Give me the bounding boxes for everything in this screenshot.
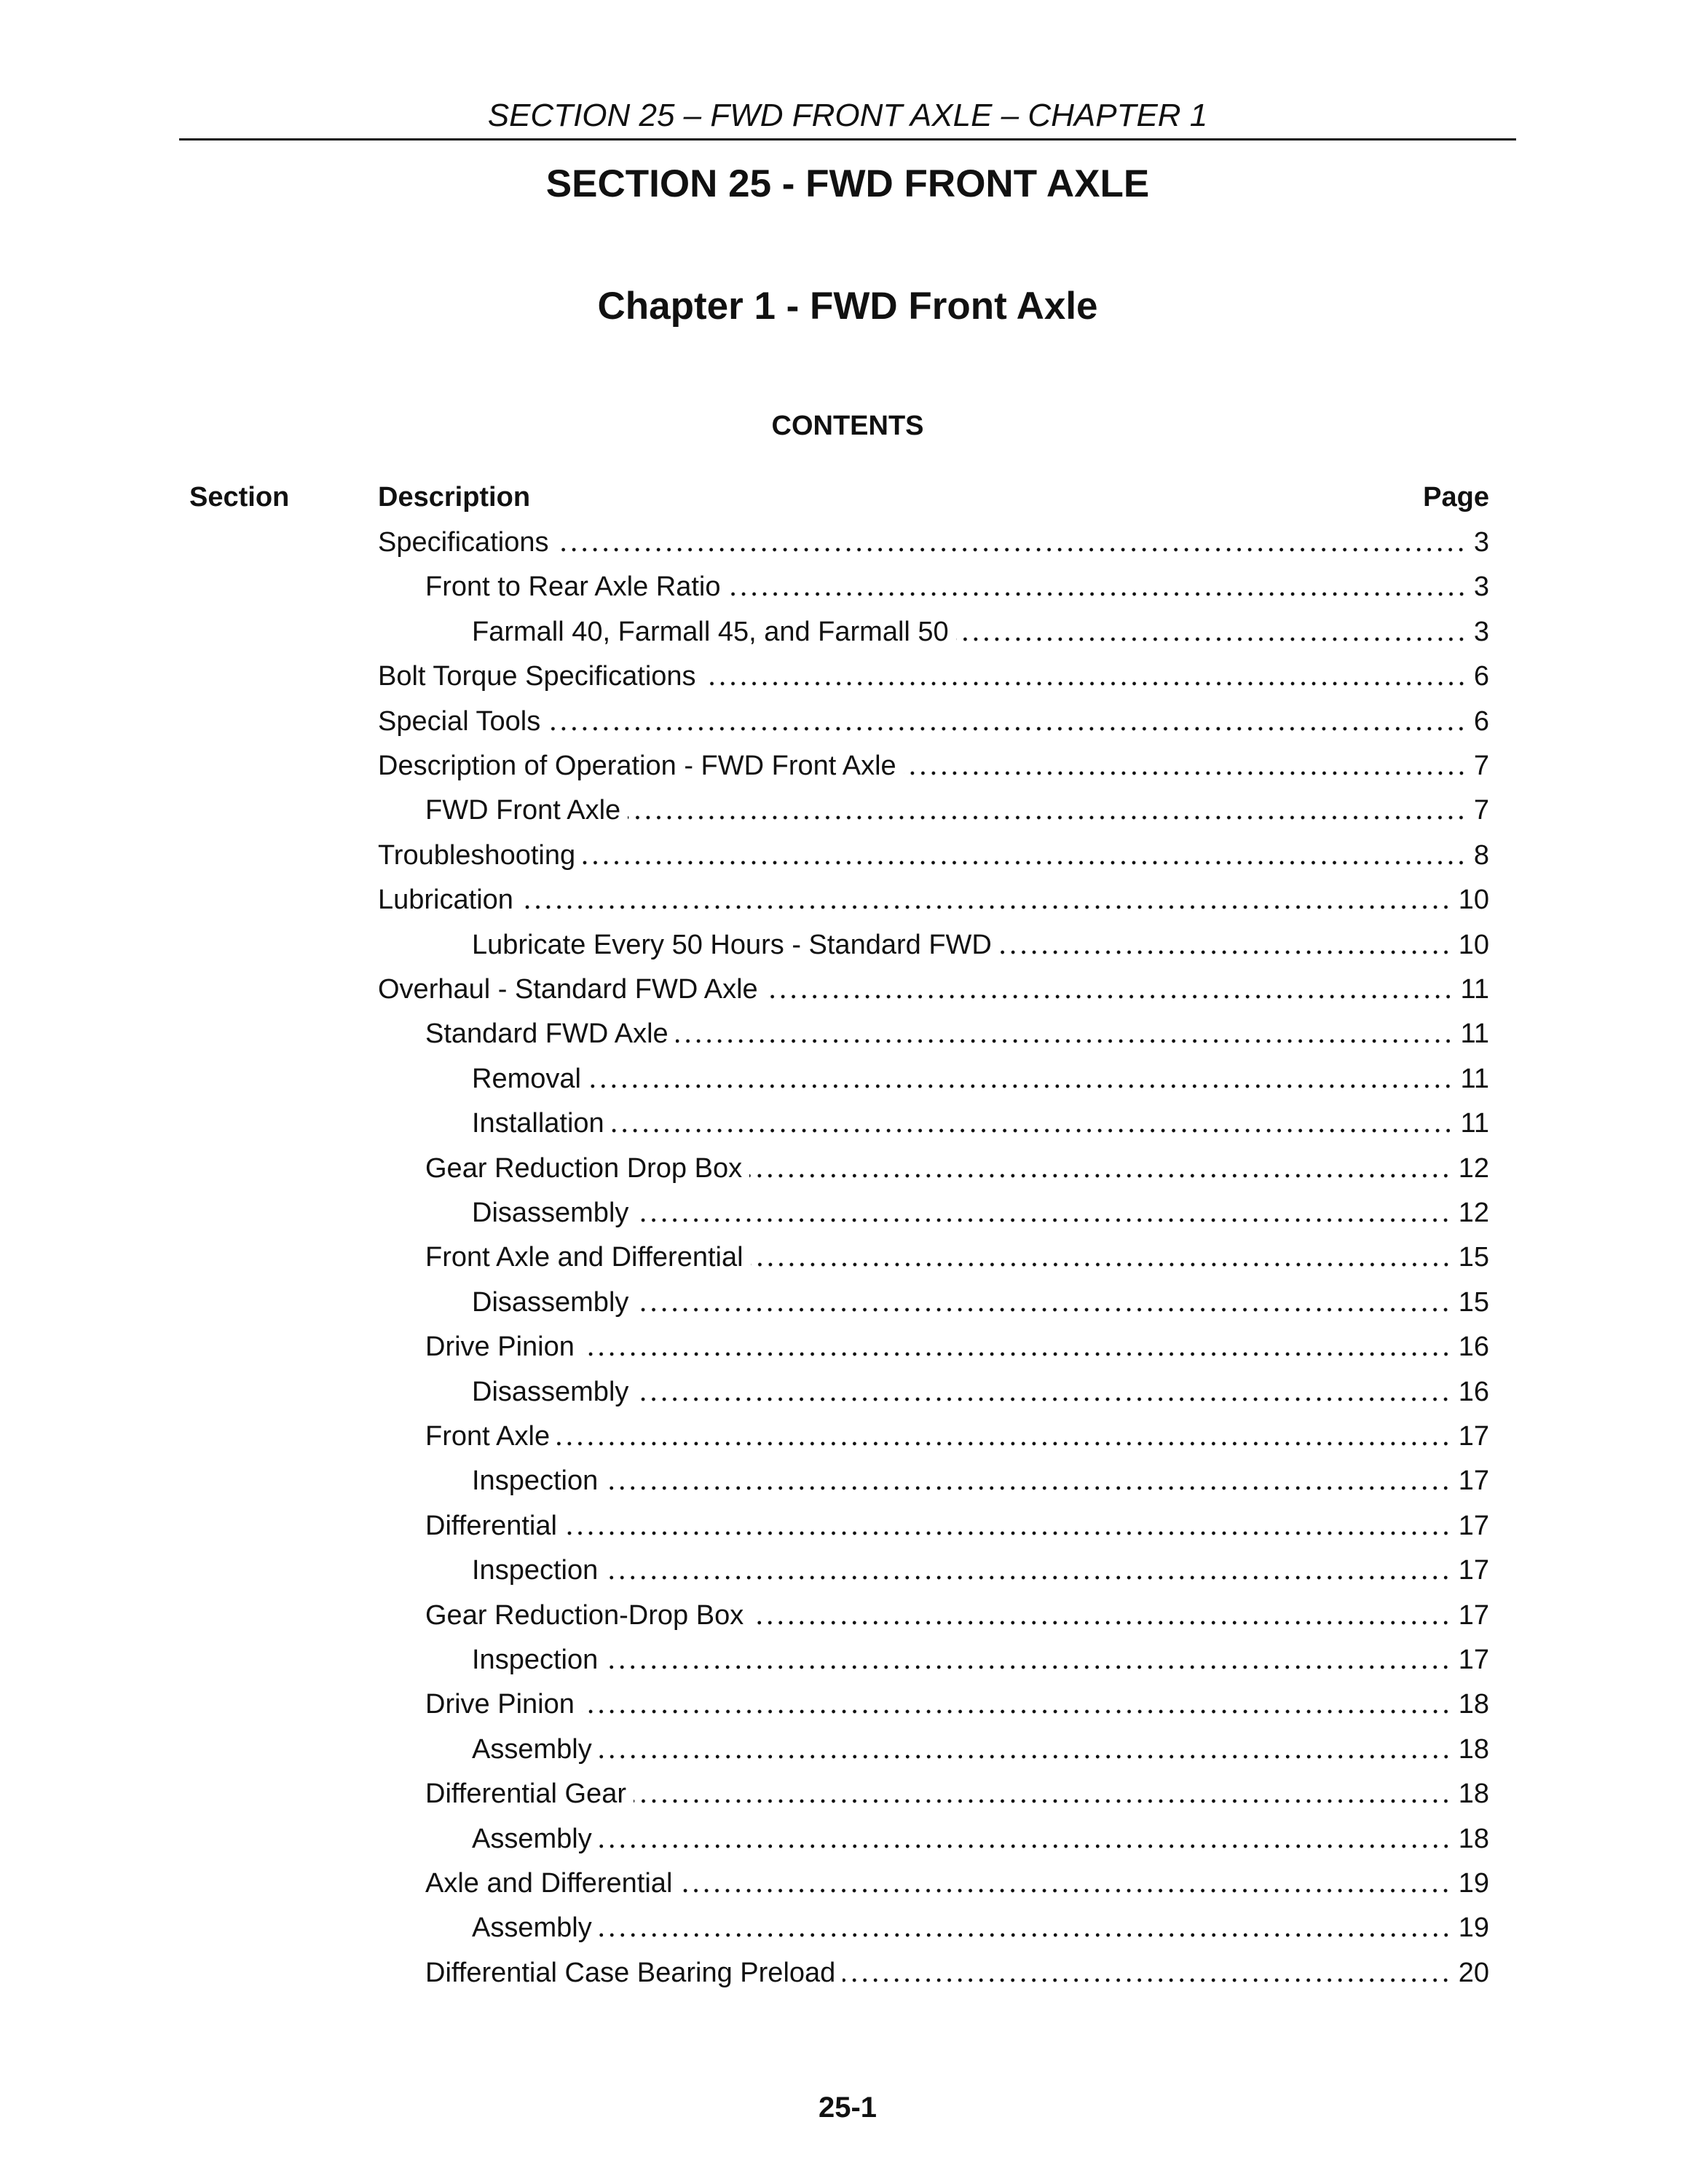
toc-entry[interactable] [425, 1682, 1489, 1727]
description-column-header: Description [378, 482, 531, 513]
toc-entry[interactable] [425, 1861, 1489, 1906]
toc-entry[interactable] [472, 1638, 1489, 1682]
toc-entry-page: 17 [1458, 1465, 1489, 1496]
toc-entry-page: 7 [1473, 795, 1489, 826]
dot-leader [605, 1485, 1451, 1491]
toc-entry-title: Specifications [378, 527, 549, 558]
toc-entry[interactable] [472, 1191, 1489, 1235]
dot-leader [634, 1798, 1451, 1804]
dot-leader [843, 1977, 1451, 1983]
dot-leader [636, 1396, 1451, 1402]
dot-leader [588, 1083, 1454, 1089]
toc-entry-title: Lubrication [378, 885, 513, 915]
dot-leader [703, 681, 1467, 687]
dot-leader [679, 1888, 1451, 1894]
toc-entry[interactable] [425, 788, 1489, 833]
dot-leader [556, 547, 1466, 553]
dot-leader [676, 1038, 1454, 1044]
toc-entry-page: 19 [1458, 1868, 1489, 1899]
toc-entry-title: Standard FWD Axle [425, 1018, 669, 1049]
toc-entry-title: Assembly [472, 1912, 592, 1943]
toc-entry-title: Special Tools [378, 706, 541, 737]
dot-leader [628, 815, 1467, 820]
toc-entry-title: Disassembly [472, 1198, 629, 1228]
toc-entry-page: 11 [1460, 1018, 1489, 1049]
toc-entry-title: Differential Gear [425, 1779, 626, 1809]
toc-entry-title: Differential Case Bearing Preload [425, 1958, 836, 1988]
toc-entry-title: Installation [472, 1108, 604, 1139]
toc-entry-page: 6 [1473, 661, 1489, 692]
toc-entry[interactable] [425, 1235, 1489, 1280]
toc-entry[interactable] [472, 1459, 1489, 1503]
toc-entry-page: 20 [1458, 1958, 1489, 1988]
toc-entry[interactable] [425, 565, 1489, 609]
toc-entry-page: 15 [1458, 1242, 1489, 1273]
toc-entry-title: Farmall 40, Farmall 45, and Farmall 50 [472, 617, 949, 647]
toc-entry-page: 3 [1473, 617, 1489, 647]
dot-leader [999, 949, 1451, 955]
toc-entry[interactable] [425, 1012, 1489, 1056]
toc-entry-page: 10 [1458, 885, 1489, 915]
toc-entry[interactable] [425, 1951, 1489, 1995]
toc-entry[interactable] [472, 1370, 1489, 1415]
toc-entry-title: Drive Pinion [425, 1332, 575, 1362]
toc-entry[interactable] [425, 1325, 1489, 1369]
section-title: SECTION 25 - FWD FRONT AXLE [545, 162, 1150, 205]
dot-leader [521, 904, 1451, 910]
toc-entry-title: Inspection [472, 1465, 599, 1496]
toc-entry-page: 17 [1458, 1555, 1489, 1586]
dot-leader [636, 1307, 1451, 1313]
dot-leader [605, 1575, 1451, 1580]
dot-leader [751, 1620, 1451, 1626]
toc-entry-page: 18 [1458, 1779, 1489, 1809]
toc-entry-page: 3 [1473, 571, 1489, 602]
toc-entry[interactable] [472, 1906, 1489, 1950]
toc-entry-title: Disassembly [472, 1287, 629, 1318]
toc-entry-page: 17 [1458, 1511, 1489, 1541]
dot-leader [599, 1843, 1451, 1849]
toc-entry-page: 16 [1458, 1332, 1489, 1362]
section-column-header: Section [189, 482, 290, 513]
toc-entry[interactable] [472, 1548, 1489, 1593]
dot-leader [548, 726, 1467, 732]
dot-leader [765, 994, 1454, 1000]
toc-entry[interactable] [472, 610, 1489, 654]
toc-entry-page: 18 [1458, 1734, 1489, 1765]
toc-entry[interactable] [425, 1594, 1489, 1638]
toc-entry-title: Front Axle [425, 1421, 551, 1452]
toc-entry[interactable] [425, 1504, 1489, 1548]
dot-leader [728, 591, 1467, 597]
toc-entry[interactable] [425, 1147, 1489, 1191]
dot-leader [582, 1351, 1451, 1357]
dot-leader [612, 1128, 1454, 1133]
toc-entry-page: 12 [1458, 1153, 1489, 1184]
dot-leader [564, 1530, 1451, 1536]
toc-entry-title: FWD Front Axle [425, 795, 621, 826]
toc-entry-title: Troubleshooting [378, 840, 576, 871]
toc-entry-page: 10 [1458, 930, 1489, 960]
toc-entry-title: Assembly [472, 1734, 592, 1765]
toc-entry[interactable] [425, 1772, 1489, 1816]
toc-entry-page: 17 [1458, 1600, 1489, 1631]
toc-entry[interactable] [378, 521, 1489, 565]
toc-entry-title: Removal [472, 1064, 581, 1094]
toc-entry[interactable] [378, 834, 1489, 878]
toc-entry[interactable] [472, 1057, 1489, 1101]
toc-entry-title: Front to Rear Axle Ratio [425, 571, 721, 602]
toc-entry[interactable] [472, 923, 1489, 968]
contents-heading: CONTENTS [771, 411, 924, 441]
toc-entry-title: Description of Operation - FWD Front Axle [378, 751, 896, 781]
toc-entry[interactable] [378, 878, 1489, 922]
toc-entry[interactable] [425, 1415, 1489, 1459]
toc-entry-page: 17 [1458, 1645, 1489, 1675]
toc-entry-page: 6 [1473, 706, 1489, 737]
dot-leader [599, 1932, 1451, 1938]
dot-leader [605, 1664, 1451, 1670]
toc-entry[interactable] [378, 700, 1489, 744]
toc-entry-page: 18 [1458, 1689, 1489, 1720]
toc-entry[interactable] [472, 1817, 1489, 1861]
chapter-title: Chapter 1 - FWD Front Axle [597, 285, 1098, 328]
dot-leader [751, 1262, 1451, 1267]
toc-entry-title: Drive Pinion [425, 1689, 575, 1720]
page-column-header: Page [1423, 482, 1489, 513]
toc-entry-page: 12 [1458, 1198, 1489, 1228]
toc-entry-title: Bolt Torque Specifications [378, 661, 696, 692]
toc-entry-page: 17 [1458, 1421, 1489, 1452]
toc-entry-title: Axle and Differential [425, 1868, 673, 1899]
toc-entry-title: Inspection [472, 1645, 599, 1675]
toc-entry-title: Differential [425, 1511, 557, 1541]
toc-entry[interactable] [472, 1101, 1489, 1146]
toc-entry-title: Inspection [472, 1555, 599, 1586]
toc-entry-page: 8 [1473, 840, 1489, 871]
toc-entry-page: 18 [1458, 1824, 1489, 1854]
toc-entry-title: Front Axle and Differential [425, 1242, 744, 1273]
dot-leader [636, 1217, 1451, 1223]
toc-entry[interactable] [378, 654, 1489, 699]
dot-leader [599, 1754, 1451, 1760]
toc-entry-page: 3 [1473, 527, 1489, 558]
toc-entry[interactable] [472, 1281, 1489, 1325]
toc-entry-title: Disassembly [472, 1377, 629, 1407]
dot-leader [904, 770, 1467, 776]
page-number: 25-1 [818, 2092, 877, 2124]
toc-entry-title: Overhaul - Standard FWD Axle [378, 974, 758, 1005]
toc-entry-page: 11 [1460, 1064, 1489, 1094]
dot-leader [956, 636, 1467, 642]
toc-entry-title: Gear Reduction-Drop Box [425, 1600, 744, 1631]
toc-entry[interactable] [472, 1728, 1489, 1772]
toc-entry[interactable] [378, 968, 1489, 1012]
dot-leader [582, 1709, 1451, 1714]
toc-entry-page: 16 [1458, 1377, 1489, 1407]
toc-entry-page: 15 [1458, 1287, 1489, 1318]
running-header: SECTION 25 – FWD FRONT AXLE – CHAPTER 1 [487, 98, 1208, 133]
toc-entry-page: 11 [1460, 1108, 1489, 1139]
toc-entry-title: Assembly [472, 1824, 592, 1854]
dot-leader [749, 1173, 1451, 1179]
toc-entry-page: 19 [1458, 1912, 1489, 1943]
toc-entry-title: Lubricate Every 50 Hours - Standard FWD [472, 930, 992, 960]
toc-entry[interactable] [378, 744, 1489, 788]
toc-entry-page: 11 [1460, 974, 1489, 1005]
toc-entry-page: 7 [1473, 751, 1489, 781]
toc-entry-title: Gear Reduction Drop Box [425, 1153, 743, 1184]
header-rule [179, 138, 1516, 141]
dot-leader [583, 860, 1467, 866]
dot-leader [557, 1441, 1451, 1447]
